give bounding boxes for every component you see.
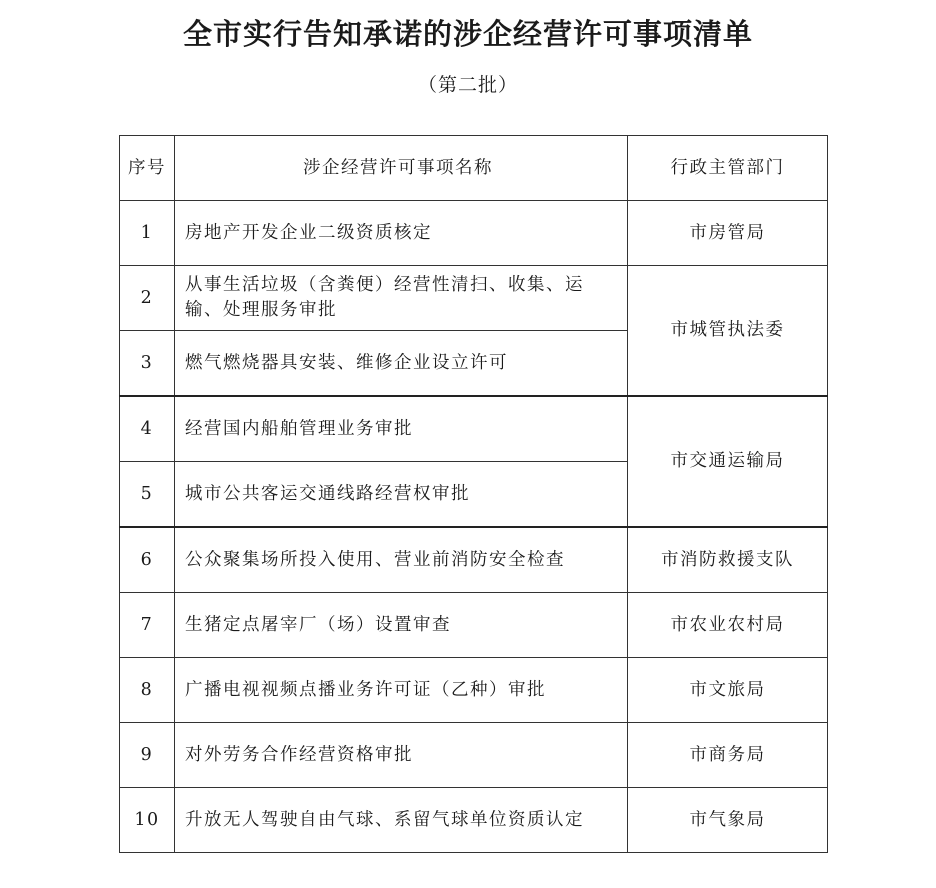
row-number: 3 <box>120 331 175 397</box>
row-department: 市气象局 <box>628 788 828 853</box>
row-department: 市商务局 <box>628 723 828 788</box>
row-number: 2 <box>120 266 175 331</box>
row-item-name: 对外劳务合作经营资格审批 <box>175 723 628 788</box>
row-number: 9 <box>120 723 175 788</box>
row-item-name: 从事生活垃圾（含粪便）经营性清扫、收集、运输、处理服务审批 <box>175 266 628 331</box>
table-row <box>120 593 828 658</box>
table-row <box>120 396 828 462</box>
row-item-name: 生猪定点屠宰厂（场）设置审查 <box>175 593 628 658</box>
row-item-name: 城市公共客运交通线路经营权审批 <box>175 462 628 528</box>
row-department: 市文旅局 <box>628 658 828 723</box>
row-item-name: 广播电视视频点播业务许可证（乙种）审批 <box>175 658 628 723</box>
table-row <box>120 201 828 266</box>
table-row <box>120 658 828 723</box>
document-subtitle: （第二批） <box>417 74 518 96</box>
header-serial-number: 序号 <box>120 136 175 201</box>
header-department: 行政主管部门 <box>628 136 828 201</box>
row-item-name: 公众聚集场所投入使用、营业前消防安全检查 <box>175 527 628 593</box>
table-row <box>120 527 828 593</box>
row-number: 10 <box>120 788 175 853</box>
row-item-name: 房地产开发企业二级资质核定 <box>175 201 628 266</box>
row-number: 5 <box>120 462 175 528</box>
table-row <box>120 788 828 853</box>
row-item-name: 燃气燃烧器具安装、维修企业设立许可 <box>175 331 628 397</box>
permit-list-table <box>119 135 828 853</box>
row-department: 市交通运输局 <box>628 396 828 527</box>
row-department: 市农业农村局 <box>628 593 828 658</box>
row-department: 市房管局 <box>628 201 828 266</box>
row-item-name: 升放无人驾驶自由气球、系留气球单位资质认定 <box>175 788 628 853</box>
row-number: 1 <box>120 201 175 266</box>
row-item-name: 经营国内船舶管理业务审批 <box>175 396 628 462</box>
table-row <box>120 266 828 331</box>
row-number: 7 <box>120 593 175 658</box>
document-title: 全市实行告知承诺的涉企经营许可事项清单 <box>182 17 753 51</box>
row-department: 市城管执法委 <box>628 266 828 397</box>
row-department: 市消防救援支队 <box>628 527 828 593</box>
header-item-name: 涉企经营许可事项名称 <box>175 136 628 201</box>
row-number: 4 <box>120 396 175 462</box>
table-row <box>120 723 828 788</box>
row-number: 8 <box>120 658 175 723</box>
row-number: 6 <box>120 527 175 593</box>
table-header-row <box>120 136 828 201</box>
